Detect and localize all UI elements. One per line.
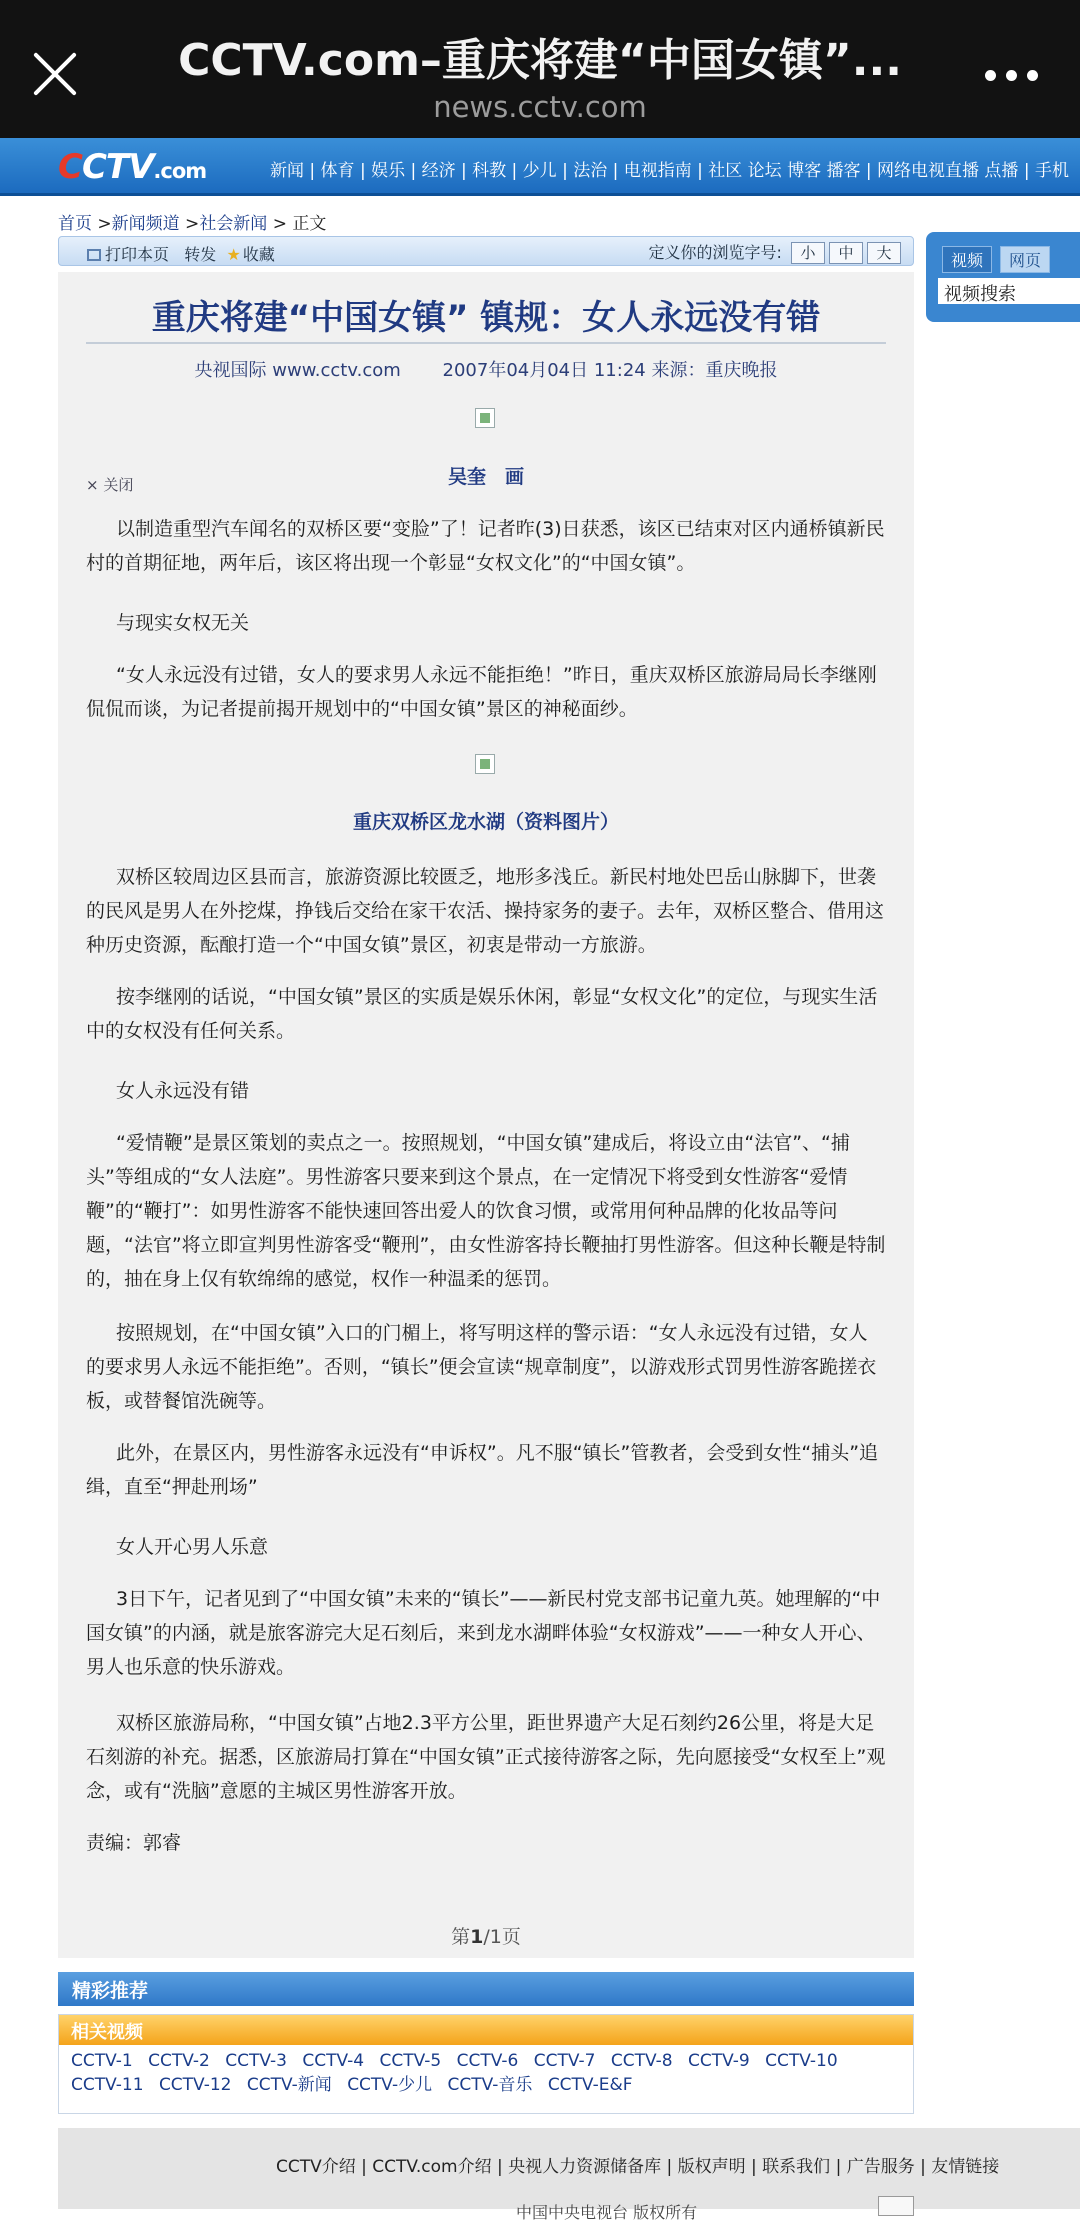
channel-link[interactable]: CCTV-12 xyxy=(158,2075,232,2095)
paragraph: 按照规划，在“中国女镇”入口的门楣上，将写明这样的警示语：“女人永远没有过错，女人的要求男人永远不能拒绝”。否则，“镇长”便会宣读“规章制度”，以游戏形式罚男性游客跪搓衣板，或替餐馆洗碗等。 xyxy=(86,1322,877,1412)
channel-link[interactable]: CCTV-4 xyxy=(302,2051,365,2071)
font-size-medium[interactable]: 中 xyxy=(829,242,863,264)
forward-button[interactable]: 转发 xyxy=(184,245,217,264)
more-options-icon[interactable] xyxy=(985,66,1055,80)
article-source: 央视国际 www.cctv.com xyxy=(194,360,401,381)
section-heading: 女人开心男人乐意 xyxy=(116,1536,269,1558)
broken-image-icon xyxy=(475,754,495,774)
video-search-box xyxy=(926,232,1080,322)
channel-link[interactable]: CCTV-9 xyxy=(688,2051,750,2071)
article-datetime: 2007年04月04日 11:24 来源：重庆晚报 xyxy=(442,360,778,381)
site-footer xyxy=(58,2128,1080,2222)
channel-link[interactable]: CCTV-11 xyxy=(71,2075,144,2095)
article-title: 重庆将建“中国女镇” 镇规：女人永远没有错 xyxy=(151,298,821,338)
paragraph: 以制造重型汽车闻名的双桥区要“变脸”了！记者昨(3)日获悉，该区已结束对区内通桥镇新民村的首期征地，两年后，该区将出现一个彰显“女权文化”的“中国女镇”。 xyxy=(86,518,885,574)
channel-link[interactable]: CCTV-8 xyxy=(610,2051,673,2071)
channel-link[interactable]: CCTV-2 xyxy=(148,2051,210,2071)
paragraph: 按李继刚的话说，“中国女镇”景区的实质是娱乐休闲，彰显“女权文化”的定位，与现实生活中的女权没有任何关系。 xyxy=(86,986,878,1042)
paragraph: “爱情鞭”是景区策划的卖点之一。按照规划，“中国女镇”建成后，将设立由“法官”、“捕头”等组成的“女人法庭”。男性游客只要来到这个景点，在一定情况下将受到女性游客“爱情鞭”的“鞭打”：如男性游客不能快速回答出爱人的饮食习惯，或常用何种品牌的化妆品等问题，“法官”将立即宣判男性游客受“鞭刑”，由女性游客持长鞭抽打男性游客。但这种长鞭是特制的，抽在身上仅有软绵绵的感觉，权作一种温柔的惩罚。 xyxy=(86,1132,886,1290)
related-video-header: 相关视频 xyxy=(59,2015,913,2045)
channel-link[interactable]: CCTV-音乐 xyxy=(447,2075,533,2095)
print-button[interactable]: 打印本页 xyxy=(105,245,170,264)
channel-link[interactable]: CCTV-5 xyxy=(379,2051,442,2071)
favorite-button[interactable]: 收藏 xyxy=(242,245,275,264)
browser-top-bar xyxy=(0,0,1080,138)
star-icon: ★ xyxy=(226,245,241,264)
breadcrumb-society[interactable]: 社会新闻 xyxy=(199,214,268,234)
video-search-input[interactable]: 视频搜索 xyxy=(938,278,1080,304)
paragraph: 双桥区较周边区县而言，旅游资源比较匮乏，地形多浅丘。新民村地处巴岳山脉脚下，世袭的民风是男人在外挖煤，挣钱后交给在家干农活、操持家务的妻子。去年，双桥区整合、借用这种历史资源，酝酿打造一个“中国女镇”景区，初衷是带动一方旅游。 xyxy=(86,866,885,956)
cctv-logo[interactable]: CCTV.com xyxy=(58,147,207,187)
paragraph: 双桥区旅游局称，“中国女镇”占地2.3平方公里，距世界遗产大足石刻约26公里，将是大足石刻游的补充。据悉，区旅游局打算在“中国女镇”正式接待游客之际，先向愿接受“女权至上”观念，或有“洗脑”意愿的主城区男性游客开放。 xyxy=(86,1712,886,1802)
channel-link[interactable]: CCTV-7 xyxy=(533,2051,596,2071)
article-toolbar xyxy=(58,236,914,266)
channel-link[interactable]: CCTV-新闻 xyxy=(246,2075,332,2095)
site-nav[interactable]: 新闻 | 体育 | 娱乐 | 经济 | 科教 | 少儿 | 法治 | 电视指南 | 社区 论坛 博客 播客 | 网络电视直播 点播 | 手机 xyxy=(270,161,1069,181)
recommend-header: 精彩推荐 xyxy=(58,1972,914,2006)
font-size-label: 定义你的浏览字号: xyxy=(648,243,782,262)
page-title: CCTV.com–重庆将建“中国女镇”... xyxy=(178,35,902,86)
channel-link[interactable]: CCTV-10 xyxy=(765,2051,838,2071)
article-editor: 责编：郭睿 xyxy=(86,1832,182,1854)
related-video-box xyxy=(58,2014,914,2114)
article-body xyxy=(58,272,914,1958)
close-icon[interactable] xyxy=(30,50,80,100)
print-icon xyxy=(87,249,101,261)
badge-icon xyxy=(878,2196,914,2216)
font-size-large[interactable]: 大 xyxy=(867,242,901,264)
channel-link[interactable]: CCTV-1 xyxy=(71,2051,133,2071)
page-domain: news.cctv.com xyxy=(433,90,647,124)
breadcrumb-current: 正文 xyxy=(292,214,327,234)
channel-link[interactable]: CCTV-3 xyxy=(225,2051,287,2071)
channel-link[interactable]: CCTV-6 xyxy=(456,2051,519,2071)
channel-list xyxy=(71,2049,901,2097)
paragraph: “女人永远没有过错，女人的要求男人永远不能拒绝！”昨日，重庆双桥区旅游局局长李继刚侃侃而谈，为记者提前揭开规划中的“中国女镇”景区的神秘面纱。 xyxy=(86,664,877,720)
paragraph: 3日下午，记者见到了“中国女镇”未来的“镇长”——新民村党支部书记童九英。她理解的“中国女镇”的内涵，就是旅客游完大足石刻后，来到龙水湖畔体验“女权游戏”——一种女人开心、男人也乐意的快乐游戏。 xyxy=(86,1588,881,1678)
pagination: 第1/1页 xyxy=(451,1926,521,1948)
channel-link[interactable]: CCTV-E&F xyxy=(547,2075,633,2095)
footer-links[interactable]: CCTV介绍 | CCTV.com介绍 | 央视人力资源储备库 | 版权声明 | 联系我们 | 广告服务 | 友情链接 xyxy=(276,2157,1000,2177)
image-caption: 吴奎 画 xyxy=(447,466,524,488)
channel-link[interactable]: CCTV-少儿 xyxy=(347,2075,433,2095)
section-heading: 与现实女权无关 xyxy=(116,612,250,634)
breadcrumb: 首页 >新闻频道 >社会新闻 > 正文 xyxy=(58,214,327,234)
tab-web[interactable]: 网页 xyxy=(1000,246,1050,273)
article-byline xyxy=(58,356,914,382)
current-page[interactable]: 1 xyxy=(470,1926,484,1948)
image-caption: 重庆双桥区龙水湖（资料图片） xyxy=(352,811,619,833)
site-header xyxy=(0,138,1080,196)
copyright: 中国中央电视台 版权所有 xyxy=(516,2203,698,2222)
font-size-small[interactable]: 小 xyxy=(791,242,825,264)
broken-image-icon xyxy=(475,408,495,428)
title-divider xyxy=(86,342,886,344)
breadcrumb-news[interactable]: 新闻频道 xyxy=(111,214,180,234)
tab-video[interactable]: 视频 xyxy=(942,246,992,273)
section-heading: 女人永远没有错 xyxy=(116,1080,250,1102)
paragraph: 此外，在景区内，男性游客永远没有“申诉权”。凡不服“镇长”管教者，会受到女性“捕头”追缉，直至“押赴刑场” xyxy=(86,1442,879,1498)
breadcrumb-home[interactable]: 首页 xyxy=(58,214,92,234)
close-link[interactable]: × 关闭 xyxy=(86,476,134,494)
